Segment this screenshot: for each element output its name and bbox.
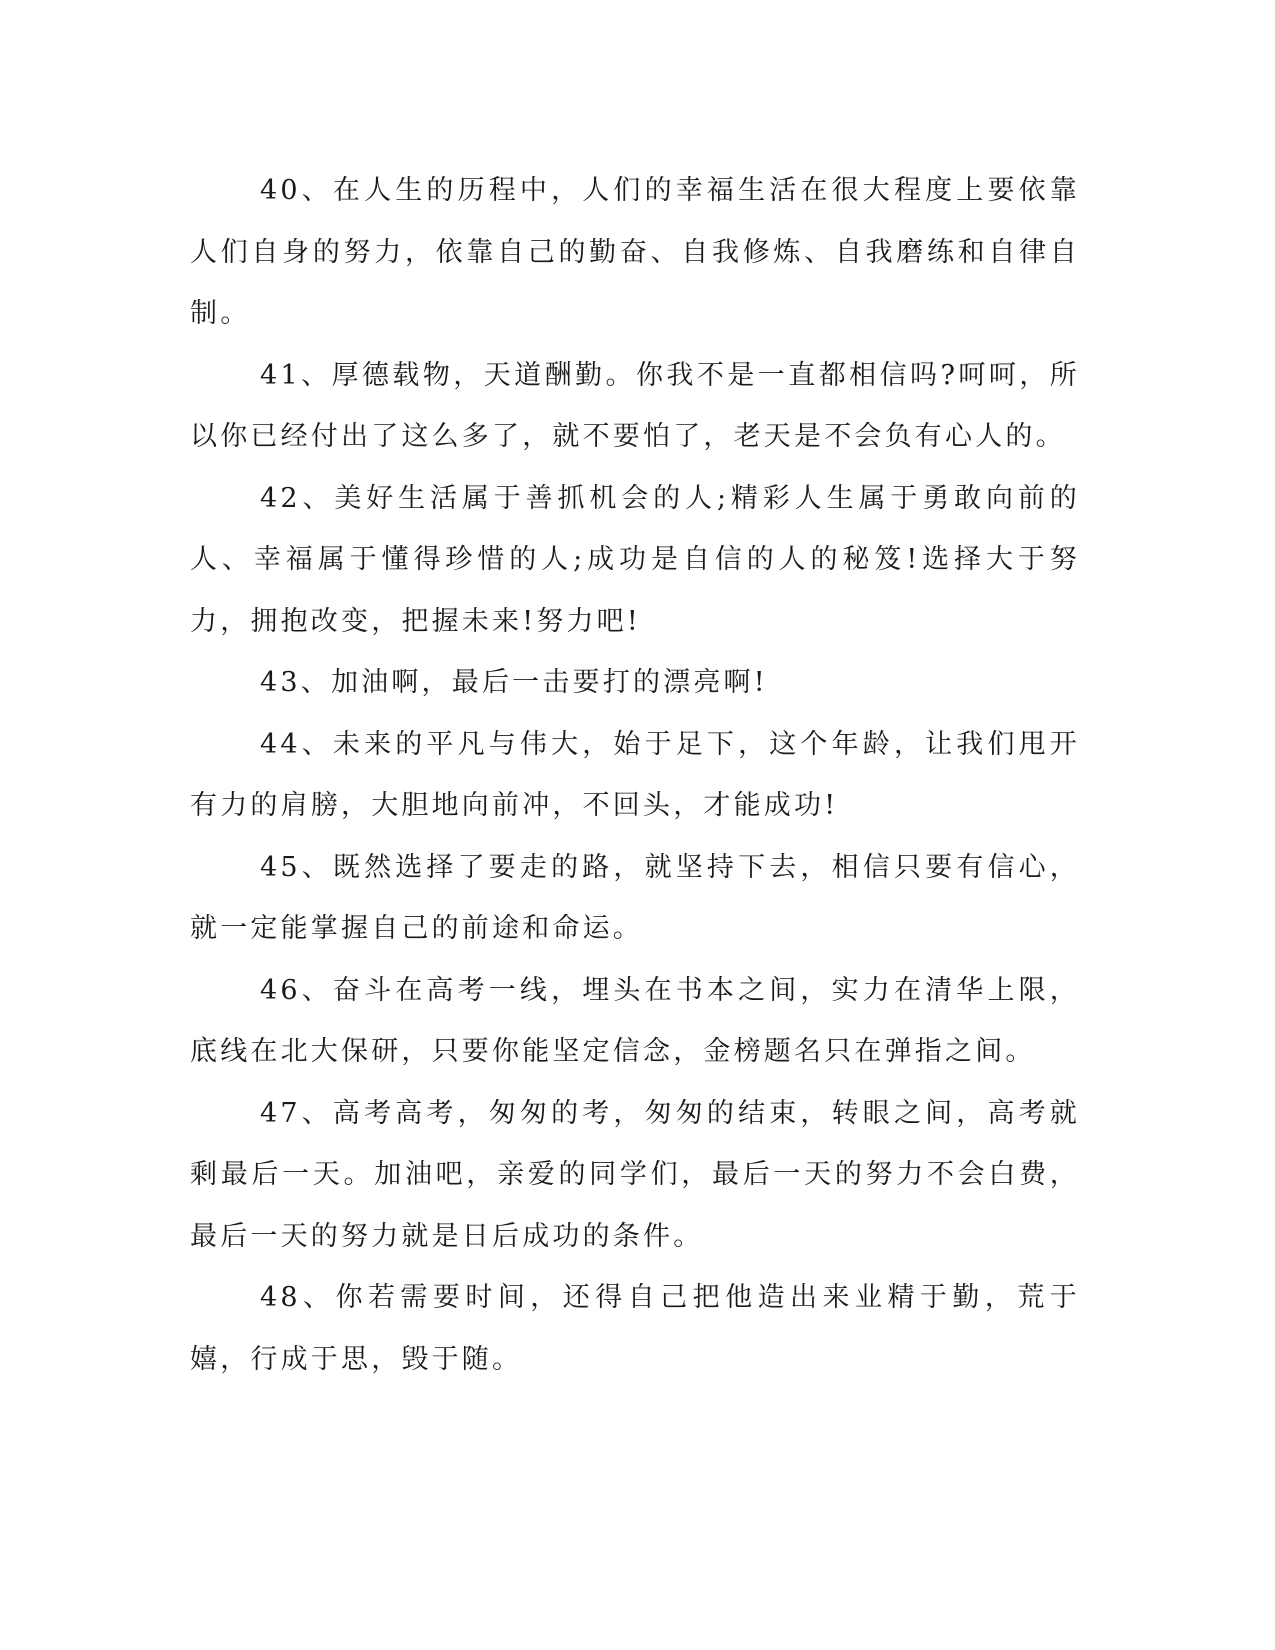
paragraph-46: 46、奋斗在高考一线，埋头在书本之间，实力在清华上限，底线在北大保研，只要你能坚定信念，金榜题名只在弹指之间。 xyxy=(190,974,1080,1067)
paragraph-40: 40、在人生的历程中，人们的幸福生活在很大程度上要依靠人们自身的努力，依靠自己的勤奋、自我修炼、自我磨练和自律自制。 xyxy=(190,175,1080,329)
document-body xyxy=(190,160,1080,1390)
paragraph-41: 41、厚德载物，天道酬勤。你我不是一直都相信吗?呵呵，所以你已经付出了这么多了，就不要怕了，老天是不会负有心人的。 xyxy=(190,359,1080,452)
paragraph-44: 44、未来的平凡与伟大，始于足下，这个年龄，让我们甩开有力的肩膀，大胆地向前冲，不回头，才能成功! xyxy=(190,728,1080,821)
paragraph-43: 43、加油啊，最后一击要打的漂亮啊! xyxy=(260,667,768,698)
paragraph-45: 45、既然选择了要走的路，就坚持下去，相信只要有信心，就一定能掌握自己的前途和命运。 xyxy=(190,851,1080,944)
paragraph-47: 47、高考高考，匆匆的考，匆匆的结束，转眼之间，高考就剩最后一天。加油吧，亲爱的同学们，最后一天的努力不会白费，最后一天的努力就是日后成功的条件。 xyxy=(190,1097,1080,1252)
paragraph-48: 48、你若需要时间，还得自己把他造出来业精于勤，荒于嬉，行成于思，毁于随。 xyxy=(190,1282,1080,1375)
paragraph-42: 42、美好生活属于善抓机会的人;精彩人生属于勇敢向前的人、幸福属于懂得珍惜的人;成功是自信的人的秘笈!选择大于努力，拥抱改变，把握未来!努力吧! xyxy=(190,482,1080,637)
